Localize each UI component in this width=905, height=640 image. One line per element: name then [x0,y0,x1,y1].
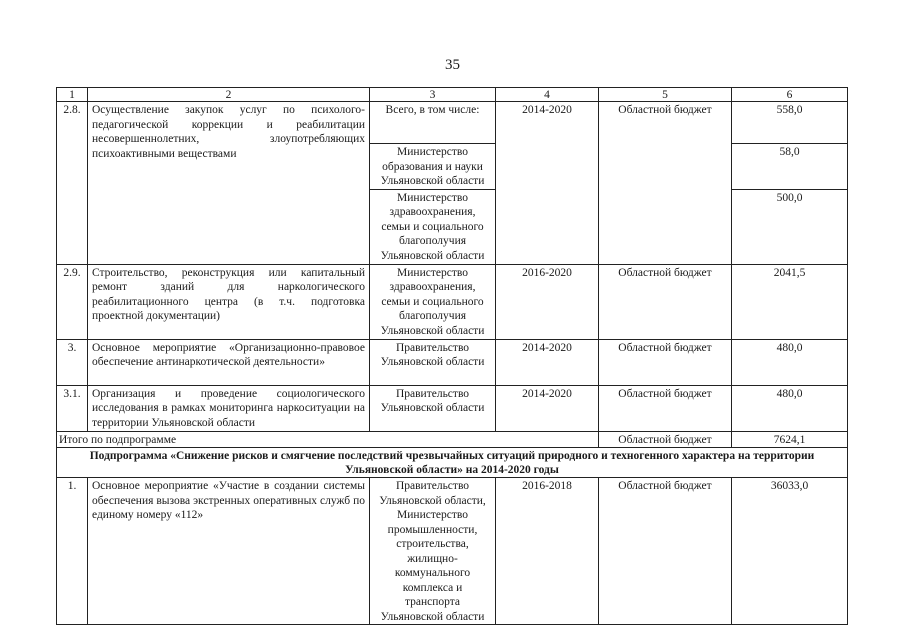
row-description: Осуществление закупок услуг по психолого-педагогической коррекции и реабилитации несовершеннолетних, злоупотребляющих психоактивными веществами [88,102,370,265]
program-table [56,87,848,625]
column-number: 6 [732,88,848,102]
column-number: 1 [57,88,88,102]
table-row [57,102,848,144]
row-period: 2014-2020 [496,102,599,265]
column-number-row [57,88,848,102]
row-executor: Всего, в том числе: [370,102,496,144]
row-number: 1. [57,478,88,625]
page-number: 35 [445,57,460,73]
row-number: 3. [57,339,88,385]
row-period: 2014-2020 [496,385,599,431]
column-number: 4 [496,88,599,102]
table-row [57,478,848,625]
table-row [57,264,848,339]
row-source: Областной бюджет [599,264,732,339]
subprogram-title: Подпрограмма «Снижение рисков и смягчение последствий чрезвычайных ситуаций природного и техногенного характера на территории Ульяновской области» на 2014-2020 годы [57,448,848,478]
row-amount: 500,0 [732,189,848,264]
row-amount: 58,0 [732,144,848,190]
row-amount: 480,0 [732,385,848,431]
column-number: 5 [599,88,732,102]
subprogram-heading-row [57,448,848,478]
row-description: Основное мероприятие «Организационно-правовое обеспечение антинаркотической деятельности» [88,339,370,385]
row-executor: Правительство Ульяновской области [370,385,496,431]
row-period: 2016-2020 [496,264,599,339]
column-number: 3 [370,88,496,102]
row-number: 2.8. [57,102,88,265]
row-number: 2.9. [57,264,88,339]
row-description: Строительство, реконструкция или капитальный ремонт зданий для наркологического реабилитационного центра (в т.ч. подготовка проектной документации) [88,264,370,339]
row-executor: Правительство Ульяновской области [370,339,496,385]
row-executor: Министерство образования и науки Ульяновской области [370,144,496,190]
row-amount: 558,0 [732,102,848,144]
column-number: 2 [88,88,370,102]
row-amount: 2041,5 [732,264,848,339]
row-period: 2016-2018 [496,478,599,625]
row-source: Областной бюджет [599,339,732,385]
row-source: Областной бюджет [599,478,732,625]
row-period: 2014-2020 [496,339,599,385]
row-source: Областной бюджет [599,385,732,431]
row-executor: Министерство здравоохранения, семьи и социального благополучия Ульяновской области [370,264,496,339]
row-description: Основное мероприятие «Участие в создании системы обеспечения вызова экстренных оперативных служб по единому номеру «112» [88,478,370,625]
row-amount: 36033,0 [732,478,848,625]
table-row [57,385,848,431]
table-row [57,339,848,385]
row-amount: 480,0 [732,339,848,385]
row-description: Организация и проведение социологического исследования в рамках мониторинга наркоситуации на территории Ульяновской области [88,385,370,431]
row-executor: Министерство здравоохранения, семьи и социального благополучия Ульяновской области [370,189,496,264]
total-label: Итого по подпрограмме [57,431,599,448]
total-amount: 7624,1 [732,431,848,448]
row-executor: Правительство Ульяновской области, Министерство промышленности, строительства, жилищно-коммунального комплекса и транспорта Ульяновской области [370,478,496,625]
row-number: 3.1. [57,385,88,431]
row-source: Областной бюджет [599,102,732,265]
total-source: Областной бюджет [599,431,732,448]
total-row [57,431,848,448]
